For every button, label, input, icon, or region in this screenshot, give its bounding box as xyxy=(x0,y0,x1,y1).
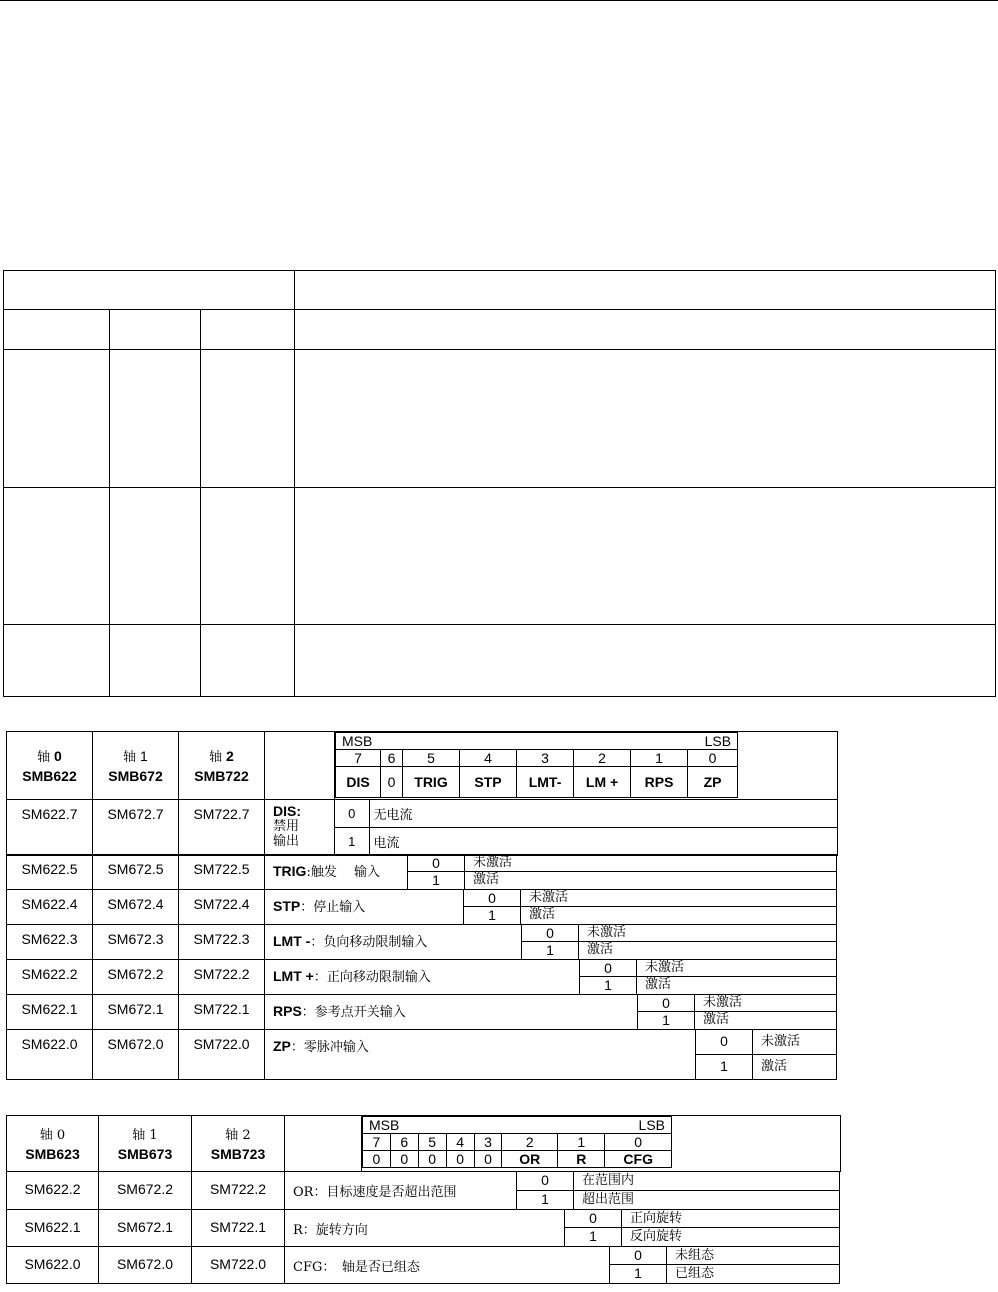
value-cell xyxy=(564,1210,839,1246)
bit-number: 5 xyxy=(403,750,460,767)
lsb-label: LSB xyxy=(517,733,738,750)
value-code: 0 xyxy=(335,800,369,828)
axis0-address: SM622.1 xyxy=(7,1210,99,1246)
value-code: 0 xyxy=(610,1247,667,1265)
bit-number: 3 xyxy=(474,1134,502,1151)
axis-0-header xyxy=(7,1116,99,1172)
axis-number: 0 xyxy=(54,747,62,764)
value-meaning: 未组态 xyxy=(667,1247,839,1265)
value-cell xyxy=(521,925,836,959)
value-meaning: 激活 xyxy=(473,872,500,887)
bit-number: 1 xyxy=(558,1134,605,1151)
axis0-address: SM622.3 xyxy=(7,925,93,959)
value-cell xyxy=(695,1030,836,1079)
table-row xyxy=(6,854,837,890)
axis0-address: SM622.2 xyxy=(7,960,93,994)
value-meaning: 超出范围 xyxy=(582,1191,635,1207)
msb-label: MSB xyxy=(336,733,517,750)
bit-name: ZP xyxy=(688,767,738,798)
bit-number: 4 xyxy=(460,750,517,767)
table-row xyxy=(7,800,838,856)
bit-meaning: OR：目标速度是否超出范围 xyxy=(293,1185,457,1200)
bit-meaning: R：旋转方向 xyxy=(293,1223,368,1238)
bit-number: 2 xyxy=(502,1134,558,1151)
bit-value: R xyxy=(558,1151,605,1168)
axis1-address: SM672.7 xyxy=(93,800,179,856)
value-code: 1 xyxy=(408,872,465,889)
value-code: 1 xyxy=(580,977,637,994)
axis2-address: SM722.1 xyxy=(179,995,265,1029)
bit-description xyxy=(265,800,335,856)
value-code: 1 xyxy=(610,1265,667,1283)
value-code: 1 xyxy=(335,828,369,856)
bit-number: 0 xyxy=(605,1134,672,1151)
bit-number: 3 xyxy=(517,750,574,767)
value-code: 0 xyxy=(522,925,579,942)
axis1-address: SM672.1 xyxy=(93,995,179,1029)
value-cell xyxy=(516,1172,839,1209)
axis-number: 2 xyxy=(226,747,234,764)
bit-name: RPS xyxy=(273,1003,302,1019)
value-code: 1 xyxy=(517,1191,574,1210)
bit-number: 7 xyxy=(363,1134,391,1151)
axis0-address: SM622.4 xyxy=(7,890,93,924)
empty-table-rule xyxy=(4,487,995,488)
bit-name: ZP xyxy=(273,1038,291,1054)
bit-description xyxy=(265,1030,369,1085)
axis2-address: SM722.0 xyxy=(192,1247,285,1283)
axis2-address: SM722.2 xyxy=(192,1172,285,1209)
empty-table-rule xyxy=(4,349,995,350)
axis1-address: SM672.3 xyxy=(93,925,179,959)
bit-name: LMT - xyxy=(273,933,311,949)
bit-name: DIS: xyxy=(273,803,301,819)
table-row xyxy=(6,889,837,925)
bit-name: STP xyxy=(460,767,517,798)
value-meaning: 电流 xyxy=(369,828,837,856)
bit-number: 4 xyxy=(446,1134,474,1151)
value-code: 0 xyxy=(580,960,637,977)
axis2-address: SM722.3 xyxy=(179,925,265,959)
value-code: 0 xyxy=(408,855,465,872)
bit-layout-cell xyxy=(335,732,838,800)
bit-name: TRIG xyxy=(403,767,460,798)
value-cell xyxy=(407,855,836,889)
smb-address: SMB623 xyxy=(25,1145,80,1162)
value-code: 0 xyxy=(565,1210,622,1228)
bit-meaning: ：负向移动限制输入 xyxy=(310,935,428,950)
value-meaning: 激活 xyxy=(529,907,556,922)
bit-value: 0 xyxy=(446,1151,474,1168)
axis2-address: SM722.2 xyxy=(179,960,265,994)
axis2-address: SM722.5 xyxy=(179,855,265,889)
axis-label: 轴 xyxy=(37,749,51,765)
bit-meaning: ：参考点开关输入 xyxy=(301,1005,406,1020)
value-meaning: 激活 xyxy=(703,1012,730,1027)
value-meaning: 无电流 xyxy=(369,800,837,828)
bit-value: OR xyxy=(502,1151,558,1168)
bit-name: DIS xyxy=(336,767,381,798)
value-cell xyxy=(609,1247,839,1283)
value-meaning: 激活 xyxy=(645,977,672,992)
axis1-address: SM672.2 xyxy=(93,960,179,994)
bit-name: RPS xyxy=(631,767,688,798)
axis-0-header xyxy=(7,732,93,800)
axis-label: 轴 2 xyxy=(225,1127,251,1143)
table-row xyxy=(6,1209,840,1247)
axis-2-header xyxy=(179,732,265,800)
bit-number-row xyxy=(336,750,738,767)
bit-number: 0 xyxy=(688,750,738,767)
bit-name: LM + xyxy=(574,767,631,798)
lsb-label: LSB xyxy=(474,1117,671,1134)
axis0-address: SM622.0 xyxy=(7,1030,93,1079)
table-row xyxy=(6,1246,840,1284)
axis-2-header xyxy=(192,1116,285,1172)
axis0-address: SM622.2 xyxy=(7,1172,99,1209)
axis1-address: SM672.1 xyxy=(99,1210,192,1246)
table-row xyxy=(6,1171,840,1210)
bit-number-row xyxy=(363,1134,672,1151)
bit-value: 0 xyxy=(390,1151,418,1168)
bit-value: 0 xyxy=(474,1151,502,1168)
value-meaning: 未激活 xyxy=(579,925,836,942)
bit-number: 2 xyxy=(574,750,631,767)
empty-table xyxy=(3,270,996,697)
bit-name: STP xyxy=(273,898,301,914)
axis0-address: SM622.5 xyxy=(7,855,93,889)
value-code: 0 xyxy=(464,890,521,907)
bit-number: 1 xyxy=(631,750,688,767)
bit-number: 6 xyxy=(390,1134,418,1151)
value-code: 1 xyxy=(638,1012,695,1029)
empty-table-rule xyxy=(4,309,995,310)
value-code: 1 xyxy=(565,1228,622,1246)
axis-label: 轴 xyxy=(209,749,223,765)
blank-cell xyxy=(265,732,335,800)
value-cell xyxy=(579,960,836,994)
value-code: 1 xyxy=(464,907,521,924)
bit-value: 0 xyxy=(363,1151,391,1168)
bit-name: LMT + xyxy=(273,968,314,984)
bit-layout xyxy=(335,732,738,798)
bit-meaning: CFG： 轴是否已组态 xyxy=(293,1260,420,1275)
msb-label: MSB xyxy=(363,1117,475,1134)
empty-table-divider xyxy=(200,309,201,696)
bit-meaning: 禁用 输出 xyxy=(273,819,300,849)
table-row xyxy=(6,924,837,960)
axis0-address: SM622.0 xyxy=(7,1247,99,1283)
bit-meaning: :触发 输入 xyxy=(306,865,380,880)
axis1-address: SM672.0 xyxy=(99,1247,192,1283)
bit-meaning: ：正向移动限制输入 xyxy=(313,970,431,985)
axis1-address: SM672.0 xyxy=(93,1030,179,1079)
smb-address: SMB672 xyxy=(108,767,163,784)
value-meaning: 在范围内 xyxy=(574,1172,839,1191)
smb-address: SMB622 xyxy=(22,767,77,784)
table-row xyxy=(6,959,837,995)
value-meaning: 未激活 xyxy=(465,855,836,872)
bit-layout xyxy=(362,1116,672,1168)
axis-1-header xyxy=(99,1116,192,1172)
smb-address: SMB722 xyxy=(194,767,249,784)
value-meaning: 已组态 xyxy=(675,1266,715,1281)
blank-cell xyxy=(285,1116,362,1172)
bit-description xyxy=(285,1247,420,1292)
bit-meaning: ：零脉冲输入 xyxy=(290,1040,369,1055)
value-code: 0 xyxy=(638,995,695,1012)
value-meaning: 未激活 xyxy=(521,890,836,907)
table-row xyxy=(6,994,837,1030)
axis1-address: SM672.2 xyxy=(99,1172,192,1209)
empty-table-rule xyxy=(4,624,995,625)
empty-table-divider xyxy=(109,309,110,696)
header-row xyxy=(7,1116,841,1172)
bit-meaning: ：停止输入 xyxy=(300,900,366,915)
value-meaning: 反向旋转 xyxy=(630,1229,683,1244)
axis-number: 1 xyxy=(140,747,148,764)
value-code: 1 xyxy=(522,942,579,959)
bit-layout-cell xyxy=(362,1116,841,1172)
bit-value: 0 xyxy=(418,1151,446,1168)
config-bits-table xyxy=(6,1115,841,1172)
value-code: 0 xyxy=(696,1030,753,1055)
value-meaning: 正向旋转 xyxy=(622,1210,839,1228)
axis0-address: SM622.1 xyxy=(7,995,93,1029)
value-meaning: 未激活 xyxy=(637,960,836,977)
table-row xyxy=(6,1029,837,1080)
bit-number: 7 xyxy=(336,750,381,767)
value-cell xyxy=(463,890,836,924)
bit-name-row xyxy=(336,767,738,798)
value-meaning: 激活 xyxy=(587,942,614,957)
value-cell xyxy=(637,995,836,1029)
axis2-address: SM722.7 xyxy=(179,800,265,856)
bit-name: LMT- xyxy=(517,767,574,798)
smb-address: SMB723 xyxy=(210,1145,266,1162)
axis1-address: SM672.5 xyxy=(93,855,179,889)
axis2-address: SM722.1 xyxy=(192,1210,285,1246)
bit-number: 5 xyxy=(418,1134,446,1151)
axis2-address: SM722.4 xyxy=(179,890,265,924)
header-row xyxy=(7,732,838,800)
value-code: 0 xyxy=(517,1172,574,1191)
bit-value: CFG xyxy=(605,1151,672,1168)
bit-name: 0 xyxy=(381,767,403,798)
bit-name: TRIG xyxy=(273,863,307,879)
empty-table-divider xyxy=(294,271,295,696)
value-meaning: 激活 xyxy=(761,1058,788,1074)
value-meaning: 未激活 xyxy=(695,995,836,1012)
bit-value-row xyxy=(363,1151,672,1168)
axis-1-header xyxy=(93,732,179,800)
axis0-address: SM622.7 xyxy=(7,800,93,856)
value-cell xyxy=(335,800,838,856)
top-rule xyxy=(0,0,998,1)
bit-number: 6 xyxy=(381,750,403,767)
axis-label: 轴 1 xyxy=(132,1127,158,1143)
status-bits-table xyxy=(6,731,838,856)
value-meaning: 未激活 xyxy=(753,1030,836,1055)
value-code: 1 xyxy=(696,1055,753,1080)
axis-label: 轴 xyxy=(123,749,137,765)
axis1-address: SM672.4 xyxy=(93,890,179,924)
axis-label: 轴 0 xyxy=(39,1127,66,1143)
smb-address: SMB673 xyxy=(117,1145,173,1162)
axis2-address: SM722.0 xyxy=(179,1030,265,1079)
